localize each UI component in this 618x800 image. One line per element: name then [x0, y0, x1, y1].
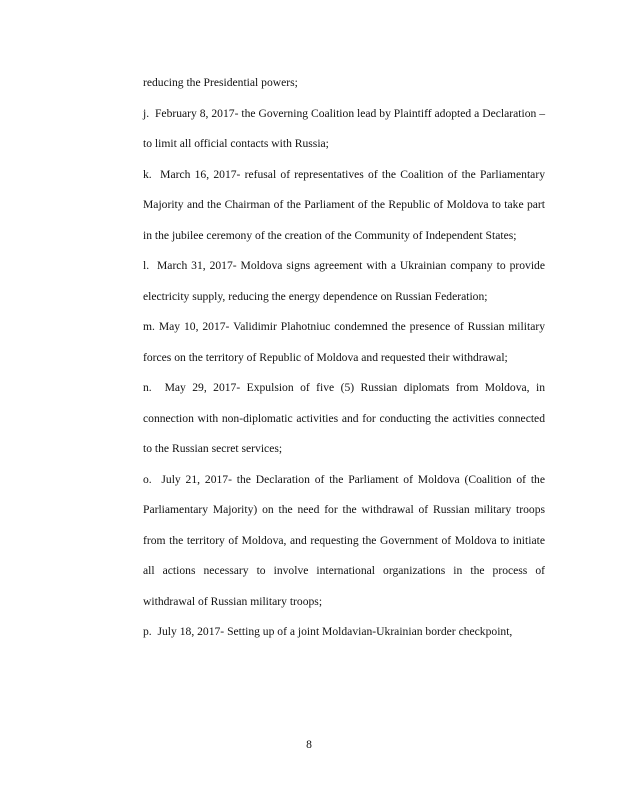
list-item-text: May 29, 2017- Expulsion of five (5) Russian diplomats from Moldova, in connection with non-diplomatic activities and for conducting the activities connected to the Russian secret services; [143, 381, 545, 455]
list-item-label: l. [143, 259, 150, 272]
list-item-n [143, 373, 545, 465]
list-item-text: May 10, 2017- Validimir Plahotniuc condemned the presence of Russian military forces on the territory of Republic of Moldova and requested their withdrawal; [143, 320, 545, 364]
list-item-o [143, 465, 545, 618]
list-item-label: o. [143, 472, 152, 486]
list-item-text: July 18, 2017- Setting up of a joint Moldavian-Ukrainian border checkpoint, [157, 625, 513, 638]
list-item-text: March 31, 2017- Moldova signs agreement with a Ukrainian company to provide electricity supply, reducing the energy dependence on Russian Federation; [143, 259, 545, 303]
list-item-m [143, 312, 545, 373]
list-item-label: k. [143, 167, 152, 181]
body-text [143, 68, 545, 648]
list-item-label: p. [143, 625, 152, 638]
list-item-text: July 21, 2017- the Declaration of the Parliament of Moldova (Coalition of the Parliamentary Majority) on the need for the withdrawal of Russian military troops from the territory of Moldova, and requesting the Government of Moldova to initiate all actions necessary to involve international organizations in the process of withdrawal of Russian military troops; [143, 472, 545, 608]
list-item-label: j. [143, 106, 150, 120]
list-item-k [143, 160, 545, 252]
paragraph-continuation [143, 68, 545, 99]
list-item-label: m. [143, 320, 155, 333]
list-item-p [143, 617, 545, 648]
paragraph-text: reducing the Presidential powers; [143, 76, 298, 89]
page-number: 8 [306, 738, 312, 751]
list-item-l [143, 251, 545, 312]
list-item-label: n. [143, 381, 152, 394]
list-item-j [143, 99, 545, 160]
list-item-text: March 16, 2017- refusal of representatives of the Coalition of the Parliamentary Majority and the Chairman of the Parliament of the Republic of Moldova to take part in the jubilee ceremony of the creation of the Community of Independent States; [143, 167, 545, 242]
list-item-text: February 8, 2017- the Governing Coalition lead by Plaintiff adopted a Declaration – to limit all official contacts with Russia; [143, 106, 546, 150]
